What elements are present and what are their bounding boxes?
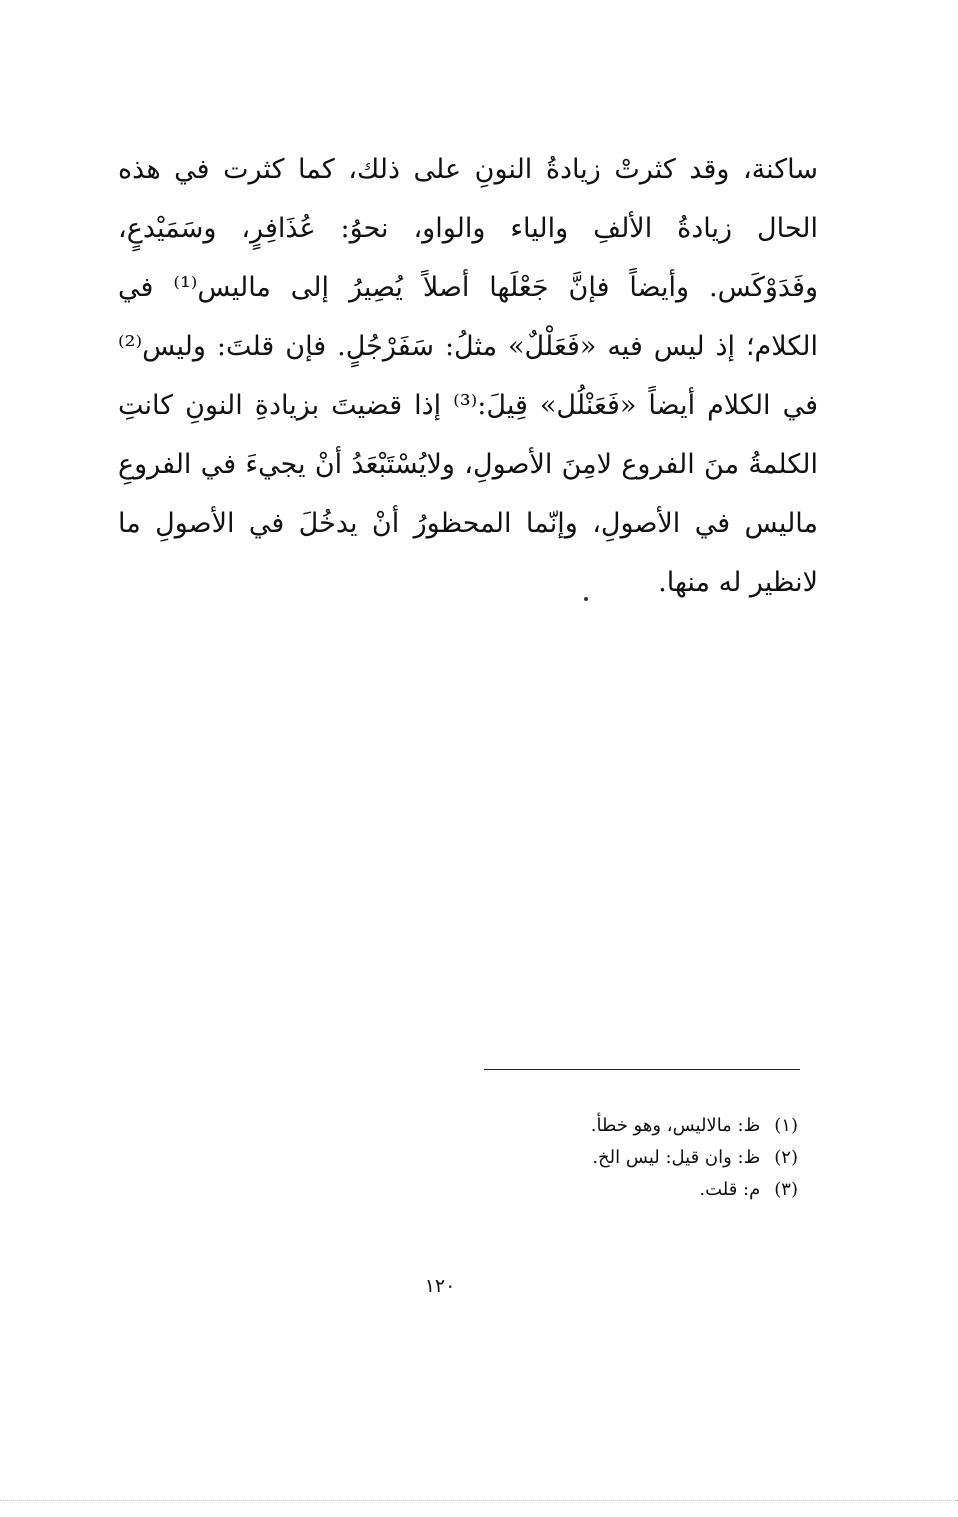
- footnote-number: (٣): [774, 1179, 798, 1200]
- text-line-5: في الكلام أيضاً «فَعَنْلُل» قِيلَ:⁽³⁾ إذا قضيتَ بزيادةِ النونِ كانتِ: [118, 390, 818, 421]
- text-line-1: ساكنة، وقد كثرتْ زيادةُ النونِ على ذلك، كما كثرت في هذه: [118, 154, 818, 185]
- text-line-6: الكلمةُ منَ الفروع لامِنَ الأصولِ، ولايُسْتَبْعَدُ أنْ يجيءَ في الفروعِ: [118, 449, 818, 480]
- footnote-number: (١): [774, 1115, 798, 1136]
- text-line-7: ماليس في الأصولِ، وإنّما المحظورُ أنْ يدخُلَ في الأصولِ ما: [118, 508, 818, 539]
- footnote-2: [420, 1142, 798, 1174]
- footnote-text: م: قلت.: [699, 1179, 761, 1200]
- stray-ink-dot: [584, 597, 588, 601]
- footnote-text: ظ: مالاليس، وهو خطأ.: [590, 1115, 761, 1136]
- text-line-3: وفَدَوْكَس. وأيضاً فإنَّ جَعْلَها أصلاً يُصِيرُ إلى ماليس⁽¹⁾ في: [118, 272, 818, 303]
- footnote-text: ظ: وان قيل: ليس الخ.: [592, 1147, 761, 1168]
- footnote-1: [420, 1110, 798, 1142]
- footnote-number: (٢): [774, 1147, 798, 1168]
- text-line-2: الحال زيادةُ الألفِ والياء والواو، نحوُ: عُذَافِرٍ، وسَمَيْدعٍ،: [118, 213, 818, 244]
- text-line-4: الكلام؛ إذ ليس فيه «فَعَلْلٌ» مثلُ: سَفَرْجُلٍ. فإن قلتَ: وليس⁽²⁾: [118, 331, 818, 362]
- footnote-3: [420, 1174, 798, 1206]
- main-text-block: [118, 140, 818, 612]
- text-line-8: لانظير له منها.: [658, 567, 818, 598]
- page-number: ١٢٠: [424, 1275, 456, 1297]
- footnotes-block: [420, 1110, 798, 1206]
- footnote-separator: [484, 1069, 800, 1070]
- scan-edge-artifact: [0, 1500, 958, 1501]
